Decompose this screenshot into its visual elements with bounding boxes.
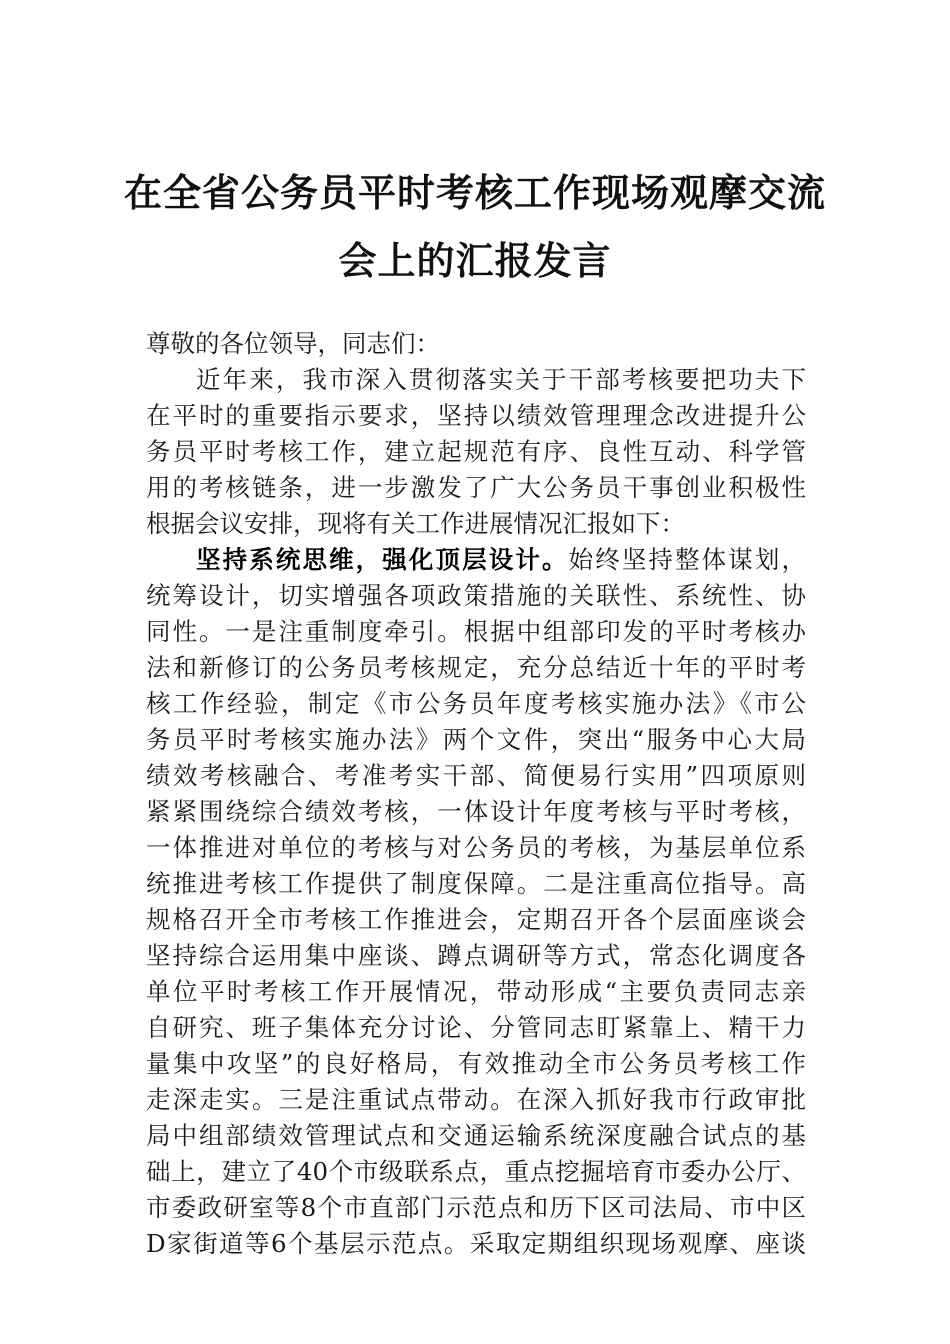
paragraph-1-line: 近年来，我市深入贯彻落实关于干部考核要把功夫下 bbox=[196, 365, 806, 394]
paragraph-2-line: 同性。一是注重制度牵引。根据中组部印发的平时考核办 bbox=[146, 617, 806, 646]
paragraph-2-line: 市委政研室等8个市直部门示范点和历下区司法局、市中区 bbox=[146, 1193, 806, 1222]
paragraph-2-line: 坚持综合运用集中座谈、蹲点调研等方式，常态化调度各 bbox=[146, 941, 806, 970]
paragraph-2-first-line bbox=[196, 543, 806, 577]
paragraph-1-line: 根据会议安排，现将有关工作进展情况汇报如下： bbox=[146, 509, 685, 538]
paragraph-1-line: 务员平时考核工作，建立起规范有序、良性互动、科学管 bbox=[146, 437, 806, 466]
paragraph-2-line: 础上，建立了40个市级联系点，重点挖掘培育市委办公厅、 bbox=[146, 1157, 806, 1186]
paragraph-2-line: 走深走实。三是注重试点带动。在深入抓好我市行政审批 bbox=[146, 1085, 806, 1114]
document-title-line-1: 在全省公务员平时考核工作现场观摩交流 bbox=[123, 170, 826, 215]
paragraph-2-line: 量集中攻坚”的良好格局，有效推动全市公务员考核工作 bbox=[146, 1049, 806, 1078]
paragraph-2-line: 统筹设计，切实增强各项政策措施的关联性、系统性、协 bbox=[146, 581, 806, 610]
paragraph-2-line: 一体推进对单位的考核与对公务员的考核，为基层单位系 bbox=[146, 833, 806, 862]
paragraph-2-line: 法和新修订的公务员考核规定，充分总结近十年的平时考 bbox=[146, 653, 806, 682]
paragraph-2-line: 局中组部绩效管理试点和交通运输系统深度融合试点的基 bbox=[146, 1121, 806, 1150]
paragraph-2-line: 核工作经验，制定《市公务员年度考核实施办法》《市公 bbox=[146, 689, 806, 718]
paragraph-2-line: 紧紧围绕综合绩效考核，一体设计年度考核与平时考核， bbox=[146, 797, 806, 826]
paragraph-2-line: 单位平时考核工作开展情况，带动形成“主要负责同志亲 bbox=[146, 977, 806, 1006]
paragraph-2-line: 规格召开全市考核工作推进会，定期召开各个层面座谈会 bbox=[146, 905, 806, 934]
paragraph-2-first-line-rest: 始终坚持整体谋划， bbox=[568, 545, 807, 574]
document-title-line-2: 会上的汇报发言 bbox=[338, 238, 612, 283]
paragraph-2-line: 统推进考核工作提供了制度保障。二是注重高位指导。高 bbox=[146, 869, 806, 898]
paragraph-2-line: D家街道等6个基层示范点。采取定期组织现场观摩、座谈 bbox=[146, 1229, 806, 1258]
section-heading: 坚持系统思维，强化顶层设计。 bbox=[196, 545, 569, 574]
paragraph-1-line: 在平时的重要指示要求，坚持以绩效管理理念改进提升公 bbox=[146, 401, 806, 430]
paragraph-2-line: 自研究、班子集体充分讨论、分管同志盯紧靠上、精干力 bbox=[146, 1013, 806, 1042]
paragraph-2-line: 务员平时考核实施办法》两个文件，突出“服务中心大局 bbox=[146, 725, 806, 754]
salutation: 尊敬的各位领导，同志们： bbox=[146, 329, 440, 358]
paragraph-2-line: 绩效考核融合、考准考实干部、简便易行实用”四项原则 bbox=[146, 761, 806, 790]
paragraph-1-line: 用的考核链条，进一步激发了广大公务员干事创业积极性 bbox=[146, 473, 806, 502]
